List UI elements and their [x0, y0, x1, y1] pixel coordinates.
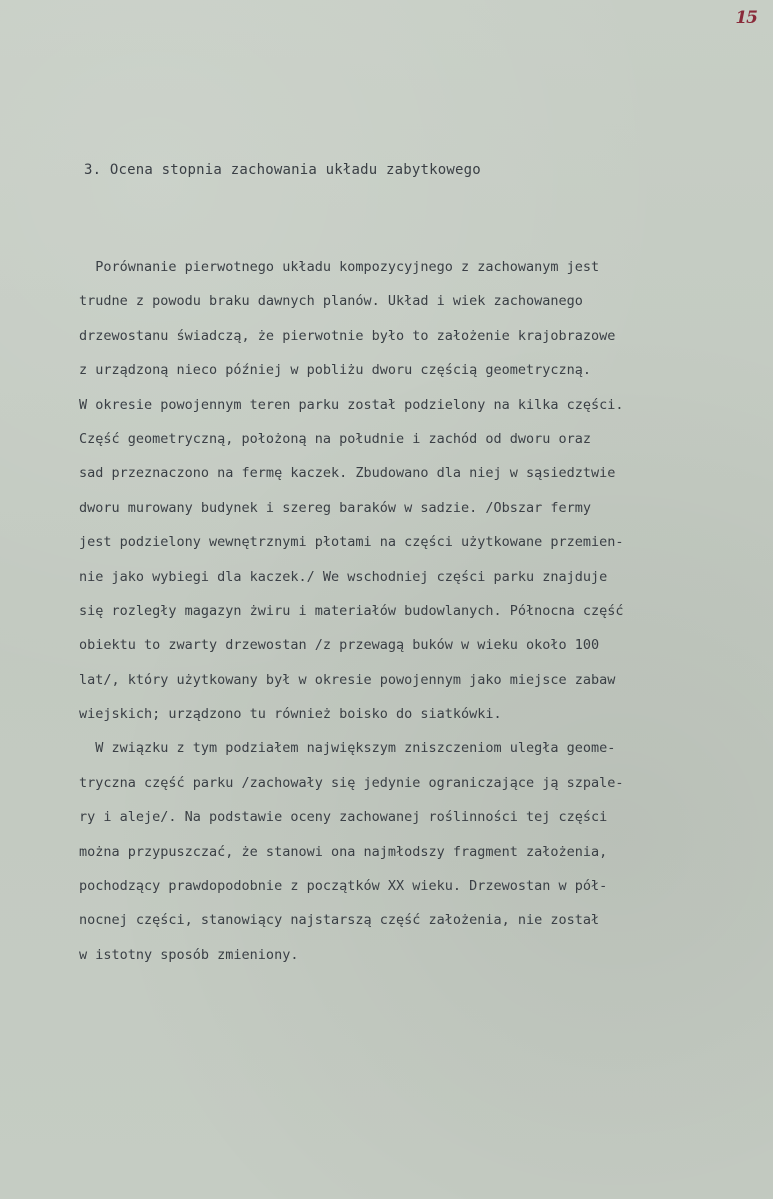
- text-line: jest podzielony wewnętrznymi płotami na części użytkowane przemien-: [79, 534, 624, 551]
- text-line: W związku z tym podziałem największym zniszczeniom uległa geome-: [79, 740, 616, 757]
- text-line: drzewostanu świadczą, że pierwotnie było to założenie krajobrazowe: [79, 327, 616, 344]
- text-line: W okresie powojennym teren parku został podzielony na kilka części.: [79, 396, 624, 413]
- text-line: obiektu to zwarty drzewostan /z przewagą buków w wieku około 100: [79, 637, 600, 654]
- paragraph-1: [79, 250, 759, 731]
- text-line: się rozległy magazyn żwiru i materiałów budowlanych. Północna część: [79, 602, 624, 619]
- text-line: ry i aleje/. Na podstawie oceny zachowanej roślinności tej części: [79, 809, 608, 826]
- section-title: 3. Ocena stopnia zachowania układu zabytkowego: [84, 162, 481, 178]
- text-line: Porównanie pierwotnego układu kompozycyjnego z zachowanym jest: [79, 259, 600, 275]
- text-line: trudne z powodu braku dawnych planów. Układ i wiek zachowanego: [79, 293, 583, 310]
- paragraph-2: [79, 731, 759, 972]
- text-line: w istotny sposób zmieniony.: [79, 946, 299, 963]
- text-line: sad przeznaczono na fermę kaczek. Zbudowano dla niej w sąsiedztwie: [79, 465, 616, 482]
- text-line: nocnej części, stanowiący najstarszą część założenia, nie został: [79, 912, 600, 929]
- text-line: lat/, który użytkowany był w okresie powojennym jako miejsce zabaw: [79, 671, 616, 688]
- text-line: Część geometryczną, położoną na południe i zachód od dworu oraz: [79, 430, 592, 447]
- text-line: można przypuszczać, że stanowi ona najmłodszy fragment założenia,: [79, 843, 608, 860]
- text-line: wiejskich; urządzono tu również boisko do siatkówki.: [79, 706, 502, 723]
- text-line: pochodzący prawdopodobnie z początków XX wieku. Drzewostan w pół-: [79, 878, 608, 895]
- text-line: dworu murowany budynek i szereg baraków w sadzie. /Obszar fermy: [79, 499, 592, 516]
- text-line: nie jako wybiegi dla kaczek./ We wschodniej części parku znajduje: [79, 568, 608, 585]
- text-line: z urządzoną nieco później w pobliżu dworu częścią geometryczną.: [79, 362, 592, 379]
- text-line: tryczna część parku /zachowały się jedynie ograniczające ją szpale-: [79, 774, 624, 791]
- document-body: [79, 250, 759, 972]
- page-number: 15: [735, 8, 757, 28]
